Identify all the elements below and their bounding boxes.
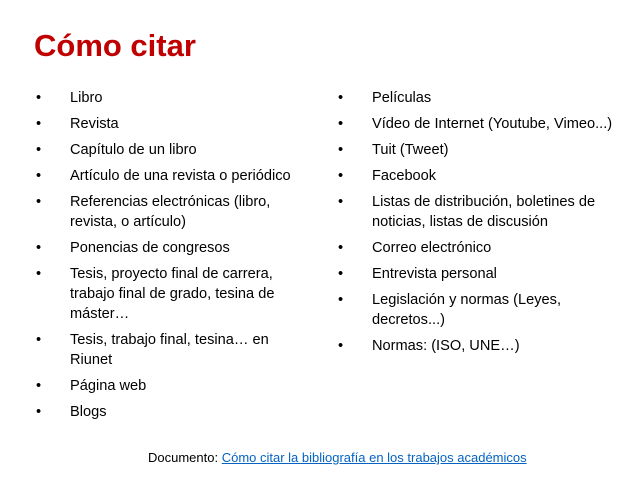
right-bullet-list	[338, 88, 618, 362]
bullet-icon: •	[36, 194, 42, 210]
list-item-text: Ponencias de congresos	[70, 240, 230, 256]
list-item-text: Tuit (Tweet)	[372, 142, 449, 158]
bullet-icon: •	[36, 378, 42, 394]
list-item	[338, 114, 618, 134]
list-item-text: Artículo de una revista o periódico	[70, 168, 291, 184]
list-item	[36, 114, 306, 134]
list-item-text: Facebook	[372, 168, 437, 184]
list-item	[338, 166, 618, 186]
list-item-text: Revista	[70, 116, 119, 132]
bullet-icon: •	[338, 142, 344, 158]
list-item-text: Normas: (ISO, UNE…)	[372, 338, 520, 354]
bullet-icon: •	[338, 116, 344, 132]
list-item	[36, 88, 306, 108]
bullet-icon: •	[36, 332, 42, 348]
list-item-text: Blogs	[70, 404, 107, 420]
list-item	[338, 238, 618, 258]
list-item-text: Legislación y normas (Leyes, decretos...)	[372, 292, 561, 328]
bullet-icon: •	[338, 338, 344, 354]
list-item-text: Tesis, trabajo final, tesina… en Riunet	[70, 332, 269, 368]
slide-title: Cómo citar	[34, 28, 196, 63]
list-item	[36, 376, 306, 396]
list-item-text: Tesis, proyecto final de carrera, trabajo final de grado, tesina de máster…	[70, 266, 275, 322]
bullet-icon: •	[338, 292, 344, 308]
list-item-text: Películas	[372, 90, 432, 106]
bullet-icon: •	[36, 266, 42, 282]
bullet-icon: •	[338, 90, 344, 106]
list-item	[338, 336, 618, 356]
footer-label: Documento:	[148, 450, 222, 465]
list-item	[36, 264, 306, 324]
list-item-text: Capítulo de un libro	[70, 142, 197, 158]
bullet-icon: •	[338, 194, 344, 210]
footer	[148, 449, 527, 467]
bullet-icon: •	[36, 168, 42, 184]
bullet-icon: •	[36, 90, 42, 106]
list-item-text: Página web	[70, 378, 147, 394]
bullet-icon: •	[338, 266, 344, 282]
list-item	[338, 88, 618, 108]
list-item	[36, 166, 306, 186]
list-item	[338, 192, 618, 232]
list-item-text: Referencias electrónicas (libro, revista, o artículo)	[70, 194, 271, 230]
list-item-text: Listas de distribución, boletines de noticias, listas de discusión	[372, 194, 596, 230]
bullet-icon: •	[338, 168, 344, 184]
bullet-icon: •	[36, 240, 42, 256]
list-item	[36, 330, 306, 370]
list-item-text: Correo electrónico	[372, 240, 492, 256]
list-item	[36, 192, 306, 232]
list-item	[36, 140, 306, 160]
list-item	[36, 402, 306, 422]
list-item-text: Entrevista personal	[372, 266, 497, 282]
list-item	[338, 140, 618, 160]
bullet-icon: •	[36, 116, 42, 132]
bullet-icon: •	[36, 404, 42, 420]
bullet-icon: •	[36, 142, 42, 158]
left-bullet-list	[36, 88, 306, 428]
list-item-text: Libro	[70, 90, 103, 106]
list-item-text: Vídeo de Internet (Youtube, Vimeo...)	[372, 116, 613, 132]
list-item	[36, 238, 306, 258]
list-item	[338, 290, 618, 330]
list-item	[338, 264, 618, 284]
document-link[interactable]: Cómo citar la bibliografía en los trabajos académicos	[221, 450, 527, 465]
bullet-icon: •	[338, 240, 344, 256]
